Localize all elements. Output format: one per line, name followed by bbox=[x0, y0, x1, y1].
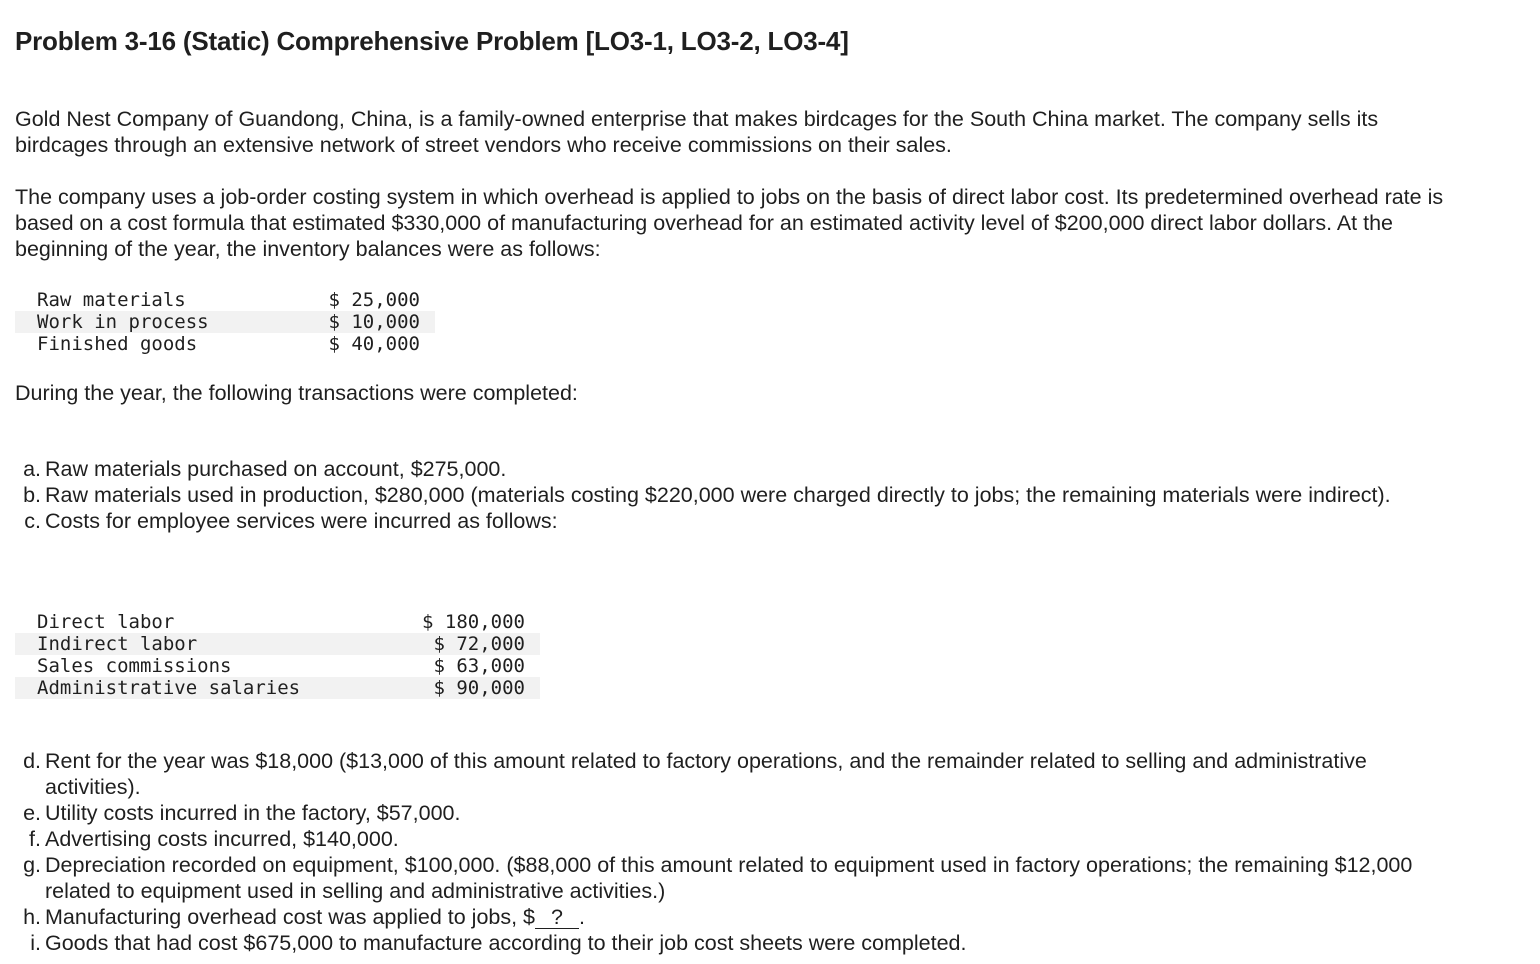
list-item bbox=[15, 748, 1455, 800]
table-row bbox=[15, 289, 435, 311]
row-label: Raw materials bbox=[37, 289, 186, 311]
intro-paragraph: Gold Nest Company of Guandong, China, is a family-owned enterprise that makes birdcages for the South China market. The company sells its birdcages through an extensive network of street vendors who receive commissions on their sales. bbox=[15, 107, 1379, 157]
inventory-balances-table bbox=[15, 289, 435, 355]
item-marker: e. bbox=[23, 801, 41, 825]
transactions-list-part2 bbox=[15, 748, 1455, 956]
table-row bbox=[15, 311, 435, 333]
row-amount: $ 180,000 bbox=[422, 611, 525, 633]
item-text: Utility costs incurred in the factory, $57,000. bbox=[45, 801, 461, 825]
item-text: Goods that had cost $675,000 to manufacture according to their job cost sheets were completed. bbox=[45, 931, 967, 955]
table-row bbox=[15, 333, 435, 355]
item-suffix: . bbox=[579, 905, 586, 929]
item-text: Advertising costs incurred, $140,000. bbox=[45, 827, 399, 851]
row-label: Administrative salaries bbox=[15, 677, 417, 699]
item-marker: f. bbox=[29, 827, 41, 851]
item-text: Depreciation recorded on equipment, $100,000. ($88,000 of this amount related to equipment used in factory operations; the remaining $12,000 related to equipment used in selling and administrative activities.) bbox=[45, 853, 1413, 903]
row-amount: $ 10,000 bbox=[320, 311, 435, 333]
page-title: Problem 3-16 (Static) Comprehensive Problem [LO3-1, LO3-2, LO3-4] bbox=[15, 26, 849, 56]
item-text: Rent for the year was $18,000 ($13,000 of this amount related to factory operations, and the remainder related to selling and administrative activities). bbox=[45, 749, 1367, 799]
employee-costs-table bbox=[15, 611, 540, 699]
list-item bbox=[15, 826, 1455, 852]
list-item bbox=[15, 930, 1455, 956]
item-marker: d. bbox=[23, 749, 41, 773]
costing-paragraph: The company uses a job-order costing system in which overhead is applied to jobs on the basis of direct labor cost. Its predetermined overhead rate is based on a cost formula that estimated $330,000 of manufacturing overhead for an estimated activity level of $200,000 direct labor dollars. At the beginning of the year, the inventory balances were as follows: bbox=[15, 185, 1444, 261]
list-item bbox=[15, 800, 1455, 826]
table-row bbox=[15, 677, 540, 699]
item-text: Costs for employee services were incurred as follows: bbox=[45, 509, 558, 533]
item-marker: i. bbox=[30, 931, 41, 955]
item-text: Manufacturing overhead cost was applied to jobs, $ bbox=[45, 905, 536, 929]
item-marker: g. bbox=[23, 853, 41, 877]
answer-blank: ? bbox=[535, 906, 579, 929]
row-amount: $ 72,000 bbox=[417, 633, 540, 655]
row-label: Sales commissions bbox=[37, 655, 232, 677]
item-marker: a. bbox=[23, 457, 41, 481]
table-row bbox=[15, 633, 540, 655]
row-amount: $ 90,000 bbox=[417, 677, 540, 699]
item-marker: c. bbox=[24, 509, 41, 533]
item-marker: h. bbox=[23, 905, 41, 929]
row-label: Indirect labor bbox=[15, 633, 417, 655]
list-item bbox=[15, 456, 1455, 482]
table-row bbox=[15, 655, 540, 677]
table-row bbox=[15, 611, 540, 633]
list-item bbox=[15, 508, 1455, 534]
transactions-list-part1 bbox=[15, 456, 1455, 534]
row-label: Work in process bbox=[15, 311, 320, 333]
list-item bbox=[15, 852, 1455, 904]
transactions-intro: During the year, the following transactions were completed: bbox=[15, 381, 578, 405]
list-item bbox=[15, 904, 1455, 930]
row-label: Direct labor bbox=[37, 611, 175, 633]
row-amount: $ 63,000 bbox=[433, 655, 525, 677]
list-item bbox=[15, 482, 1455, 508]
item-text: Raw materials purchased on account, $275,000. bbox=[45, 457, 507, 481]
item-text: Raw materials used in production, $280,000 (materials costing $220,000 were charged directly to jobs; the remaining materials were indirect). bbox=[45, 483, 1391, 507]
row-amount: $ 40,000 bbox=[328, 333, 420, 355]
row-label: Finished goods bbox=[37, 333, 198, 355]
item-marker: b. bbox=[23, 483, 41, 507]
row-amount: $ 25,000 bbox=[328, 289, 420, 311]
